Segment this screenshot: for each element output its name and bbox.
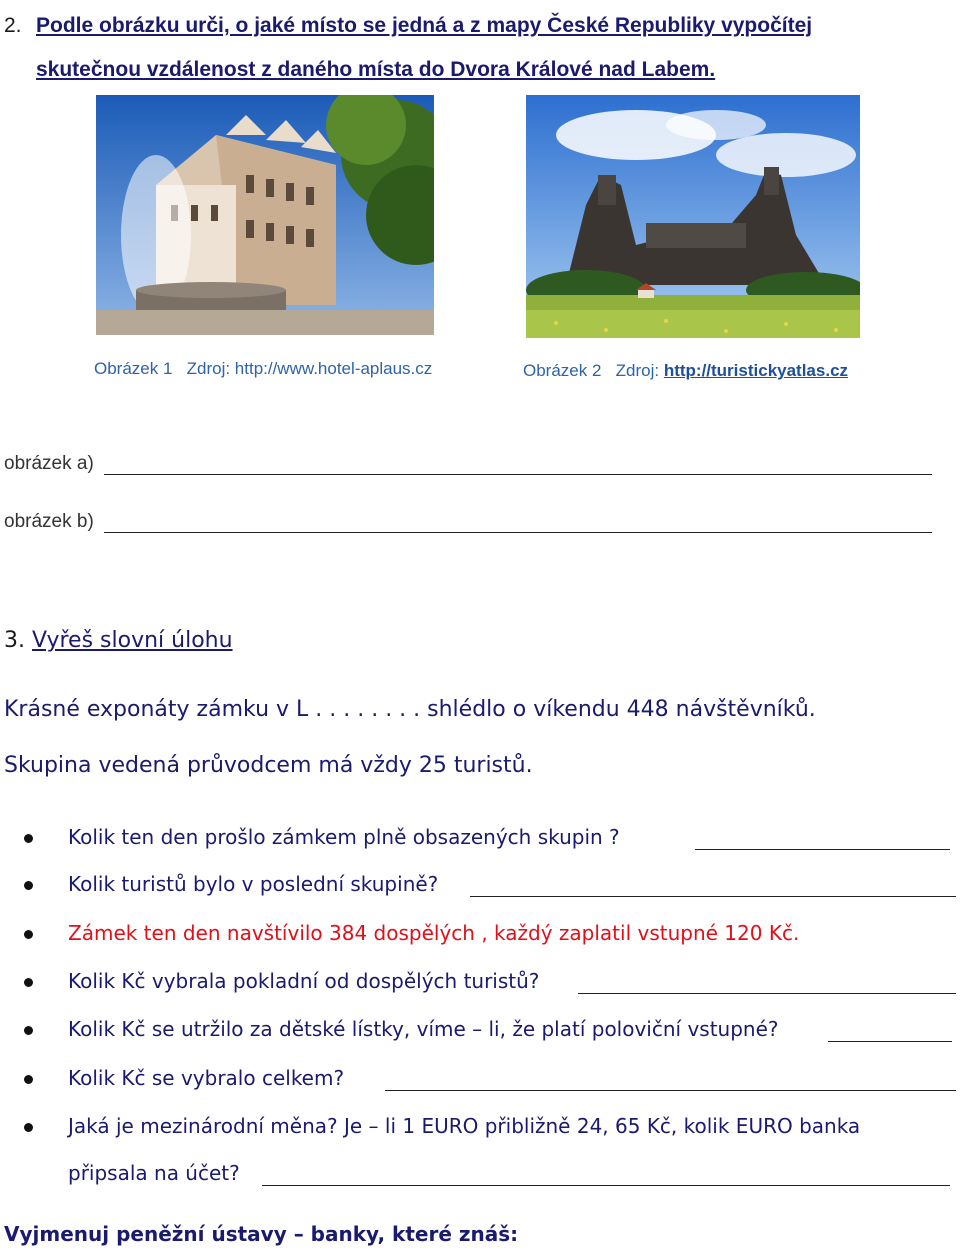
image-1-source: Zdroj: http://www.hotel-aplaus.cz — [186, 359, 433, 378]
bullet-dot — [24, 978, 33, 987]
bullet-text: Kolik Kč vybrala pokladní od dospělých turistů? — [68, 969, 540, 993]
bullet-text: Kolik turistů bylo v poslední skupině? — [68, 872, 439, 896]
bullet-text: Kolik Kč se vybralo celkem? — [68, 1066, 345, 1090]
bullet-text-highlight: Zámek ten den navštívilo 384 dospělých , každý zaplatil vstupné 120 Kč. — [68, 921, 800, 945]
answer-a-label: obrázek a) — [4, 453, 94, 474]
bullet-dot — [24, 1075, 33, 1084]
problem-line-1: Krásné exponáty zámku v L . . . . . . . . shlédlo o víkendu 448 návštěvníků. — [4, 697, 816, 722]
question-3-title: Vyřeš slovní úlohu — [32, 628, 233, 653]
image-2-source-link[interactable]: http://turistickyatlas.cz — [663, 361, 849, 380]
bullet-5-answer-line[interactable] — [828, 1041, 952, 1042]
bullet-dot — [24, 1123, 33, 1132]
bullet-text: Kolik ten den prošlo zámkem plně obsazených skupin ? — [68, 825, 620, 849]
question-3-heading — [4, 628, 233, 653]
bullet-continuation: připsala na účet? — [68, 1161, 240, 1185]
bullet-dot — [24, 881, 33, 890]
bullet-6-answer-line[interactable] — [385, 1090, 956, 1091]
image-2-caption — [523, 361, 848, 381]
bullet-text: Kolik Kč se utržilo za dětské lístky, víme – li, že platí poloviční vstupné? — [68, 1017, 779, 1041]
image-1-caption — [94, 359, 432, 379]
chateau-photo-image — [96, 95, 434, 335]
image-2-label: Obrázek 2 — [523, 361, 602, 380]
bullet-2-answer-line[interactable] — [470, 896, 956, 897]
castle-ruins-photo-image — [526, 95, 860, 338]
question-text: Podle obrázku urči, o jaké místo se jedná a z mapy České Republiky vypočítej skutečnou vzdálenost z daného místa do Dvora Králové nad Labem. — [36, 14, 813, 81]
bullet-dot — [24, 1026, 33, 1035]
bullet-1-answer-line[interactable] — [695, 849, 950, 850]
problem-line-2: Skupina vedená průvodcem má vždy 25 turistů. — [4, 753, 533, 778]
image-2-source-prefix: Zdroj: — [615, 361, 660, 380]
answer-b-line[interactable] — [104, 532, 932, 533]
bullet-dot — [24, 834, 33, 843]
bullet-dot — [24, 930, 33, 939]
answer-b-label: obrázek b) — [4, 511, 94, 532]
question-number: 2. — [4, 14, 22, 37]
castle-ruins-photo — [526, 95, 860, 338]
chateau-photo — [96, 95, 434, 335]
banks-prompt: Vyjmenuj peněžní ústavy – banky, které znáš: — [4, 1222, 519, 1246]
image-1-label: Obrázek 1 — [94, 359, 173, 378]
bullet-7-answer-line[interactable] — [262, 1185, 950, 1186]
bullet-4-answer-line[interactable] — [578, 993, 956, 994]
question-3-number: 3. — [4, 628, 25, 653]
answer-a-line[interactable] — [104, 474, 932, 475]
bullet-text: Jaká je mezinárodní měna? Je – li 1 EURO přibližně 24, 65 Kč, kolik EURO banka — [68, 1114, 861, 1138]
